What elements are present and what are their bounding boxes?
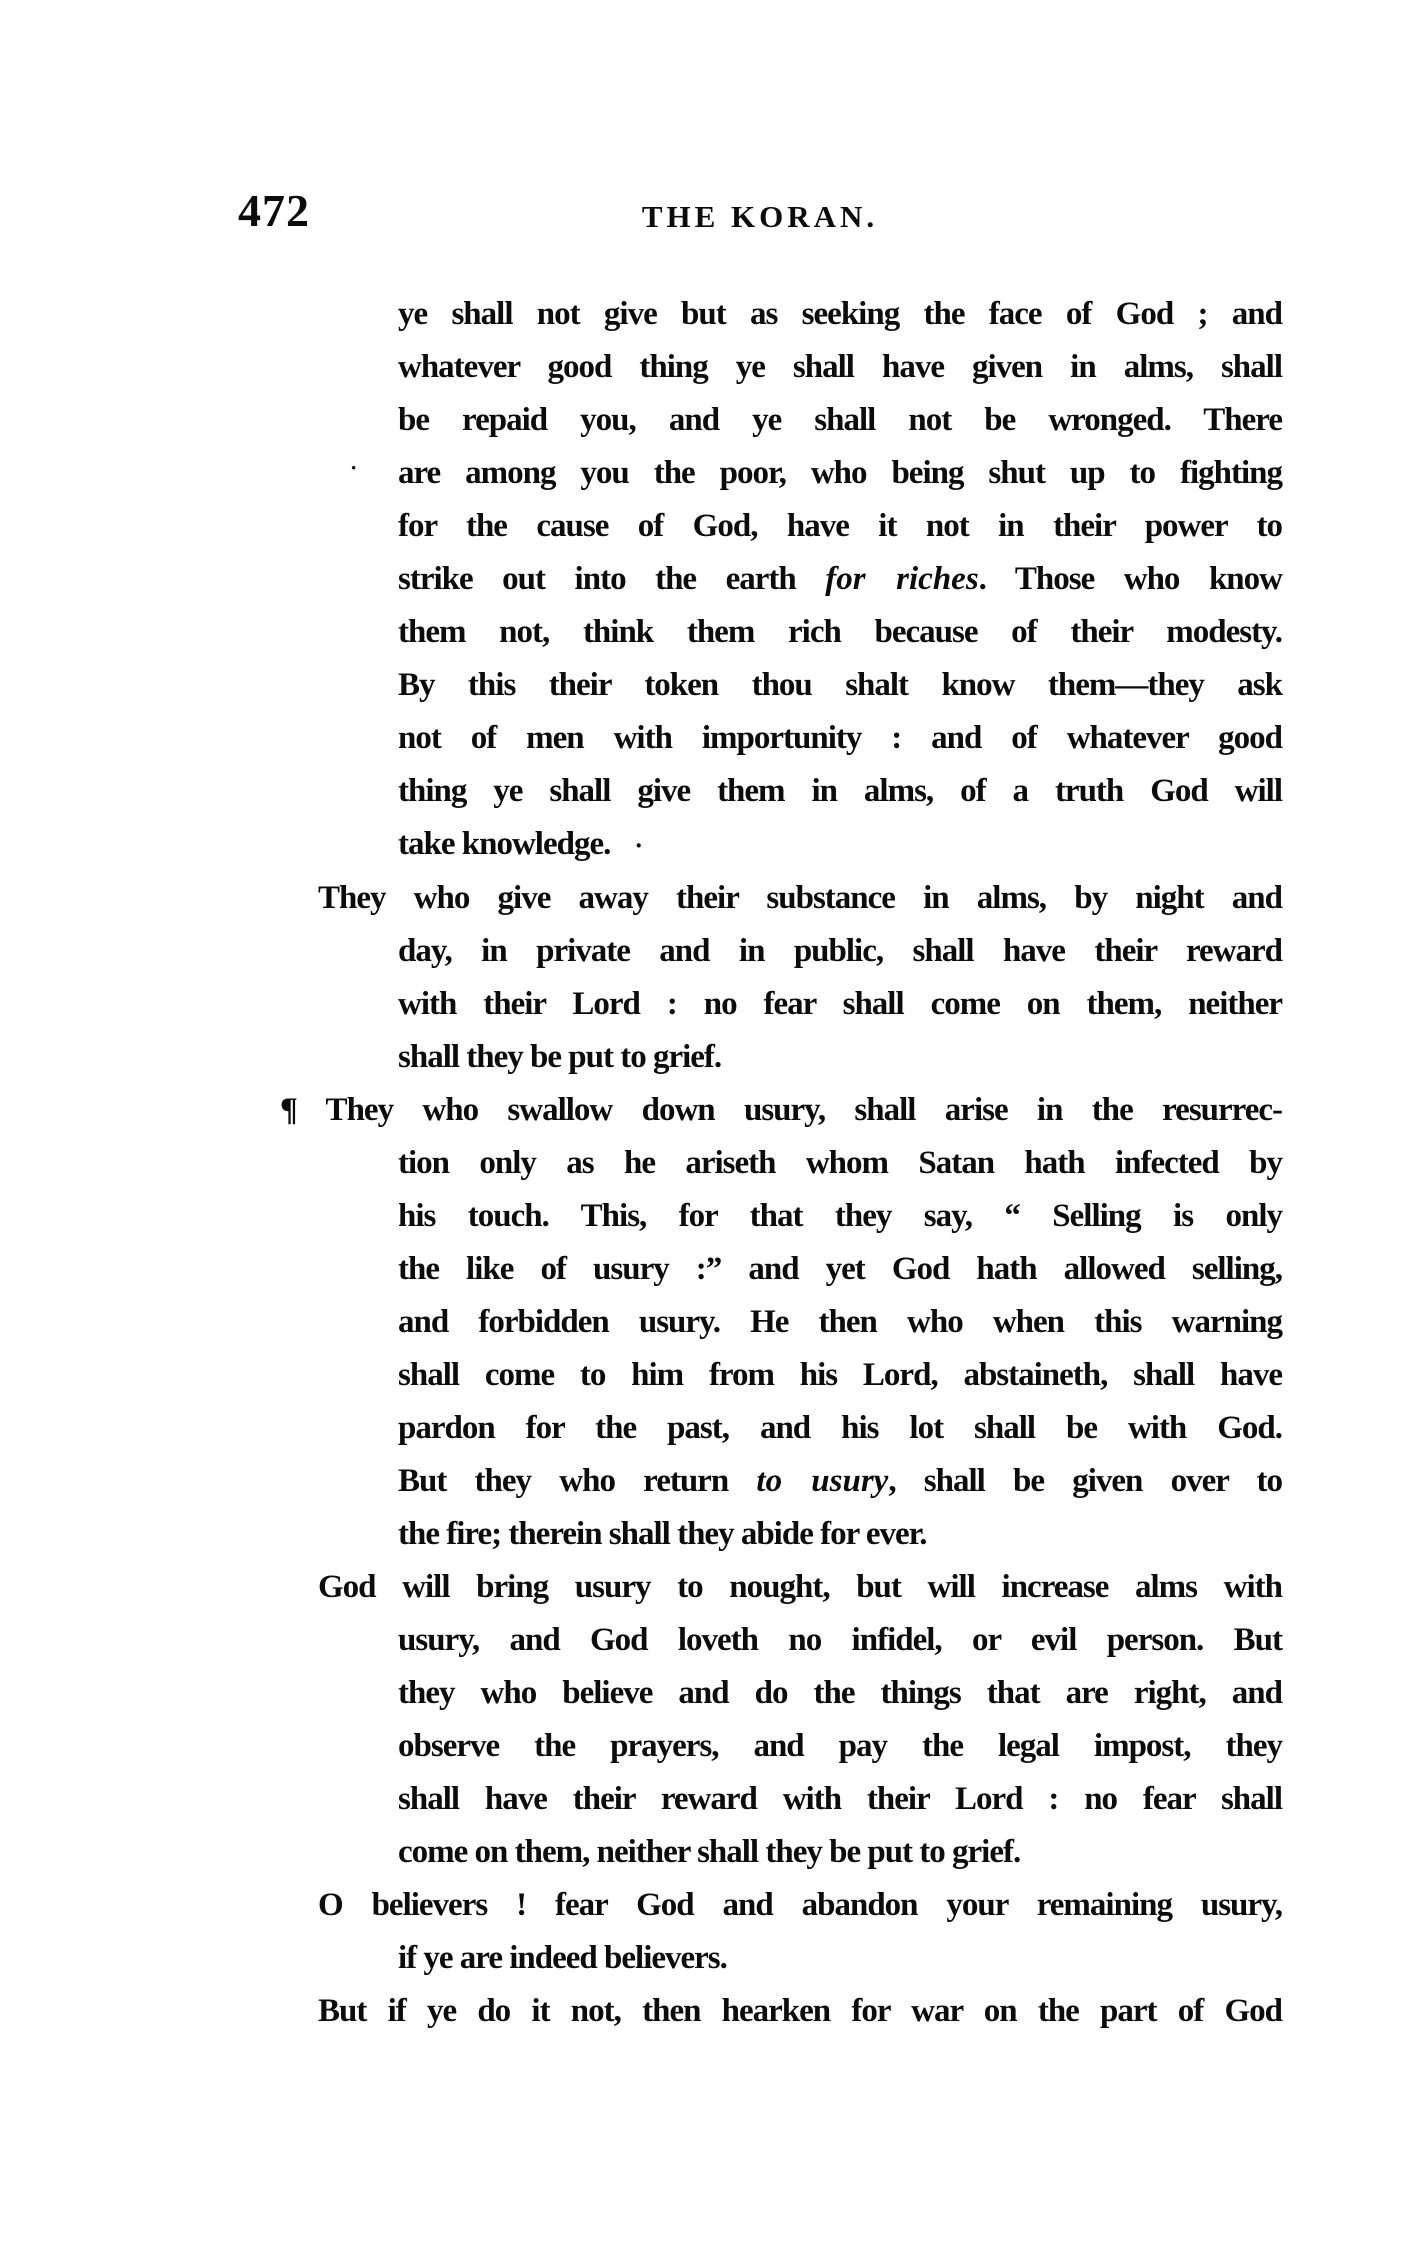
text-segment: pardon for the past, and his lot shall be with God. — [398, 1410, 1282, 1446]
text-segment: observe the prayers, and pay the legal impost, they — [398, 1728, 1282, 1764]
page-number: 472 — [238, 185, 310, 236]
text-segment: day, in private and in public, shall have their reward — [398, 933, 1282, 969]
text-segment: ¶ They who swallow down usury, shall arise in the resurrec- — [280, 1092, 1282, 1128]
paragraph — [318, 872, 1282, 1084]
text-segment: tion only as he ariseth whom Satan hath infected by — [398, 1145, 1282, 1181]
text-segment: shall have their reward with their Lord : no fear shall — [398, 1781, 1282, 1817]
text-segment: God will bring usury to nought, but will increase alms with — [318, 1569, 1282, 1605]
text-line — [398, 288, 1282, 341]
text-line — [398, 1508, 1282, 1561]
text-segment: shall they be put to grief. — [398, 1039, 722, 1075]
text-segment: O believers ! fear God and abandon your remaining usury, — [318, 1887, 1282, 1923]
text-segment: with their Lord : no fear shall come on them, neither — [398, 986, 1282, 1022]
text-line — [398, 1720, 1282, 1773]
text-segment: . Those who know — [978, 561, 1282, 597]
text-segment: come on them, neither shall they be put to grief. — [398, 1834, 1021, 1870]
text-segment: his touch. This, for that they say, “ Selling is only — [398, 1198, 1282, 1234]
text-line — [318, 1985, 1282, 2038]
text-segment: usury, and God loveth no infidel, or evil person. But — [398, 1622, 1282, 1658]
text-line — [398, 1773, 1282, 1826]
text-line — [398, 1243, 1282, 1296]
text-segment: shall come to him from his Lord, abstaineth, shall have — [398, 1357, 1282, 1393]
text-line — [398, 1137, 1282, 1190]
running-title: THE KORAN. — [641, 199, 879, 234]
paragraph — [318, 1561, 1282, 1879]
scan-artifact-mark: · — [350, 455, 357, 480]
text-line — [350, 447, 1282, 500]
italic-segment: for riches — [825, 561, 979, 597]
text-segment: are among you the poor, who being shut up to fighting — [398, 455, 1282, 491]
paragraph — [280, 1084, 1282, 1561]
text-line — [398, 712, 1282, 765]
paragraph — [318, 1985, 1282, 2038]
text-line — [398, 1402, 1282, 1455]
italic-segment: to usury — [756, 1463, 889, 1499]
text-line — [398, 1349, 1282, 1402]
text-line — [398, 925, 1282, 978]
text-segment: ye shall not give but as seeking the face of God ; and — [398, 296, 1282, 332]
text-segment: the like of usury :” and yet God hath allowed selling, — [398, 1251, 1282, 1287]
paragraph — [318, 1879, 1282, 1985]
text-segment: take knowledge. — [398, 826, 611, 862]
text-line — [398, 553, 1282, 606]
text-segment: But they who return — [398, 1463, 757, 1499]
text-line — [318, 872, 1282, 925]
text-line — [398, 1667, 1282, 1720]
text-line — [398, 765, 1282, 818]
text-line — [398, 341, 1282, 394]
text-segment: But if ye do it not, then hearken for war on the part of God — [318, 1993, 1282, 2029]
text-line — [398, 978, 1282, 1031]
text-line — [398, 818, 1282, 872]
text-segment: them not, think them rich because of their modesty. — [398, 614, 1282, 650]
text-segment: the fire; therein shall they abide for ever. — [398, 1516, 927, 1552]
text-segment: for the cause of God, have it not in their power to — [398, 508, 1282, 544]
text-segment: , shall be given over to — [888, 1463, 1282, 1499]
text-line — [398, 1826, 1282, 1879]
text-line — [398, 1614, 1282, 1667]
text-line — [398, 659, 1282, 712]
text-line — [318, 1561, 1282, 1614]
body-text — [280, 288, 1282, 2038]
text-line — [398, 500, 1282, 553]
text-segment: They who give away their substance in alms, by night and — [318, 880, 1282, 916]
text-segment: be repaid you, and ye shall not be wronged. There — [398, 402, 1282, 438]
text-segment: whatever good thing ye shall have given in alms, shall — [398, 349, 1282, 385]
paragraph — [350, 288, 1282, 872]
text-segment: not of men with importunity : and of whatever good — [398, 720, 1282, 756]
text-segment: By this their token thou shalt know them—they ask — [398, 667, 1282, 703]
text-segment: if ye are indeed believers. — [398, 1940, 727, 1976]
text-segment: and forbidden usury. He then who when this warning — [398, 1304, 1282, 1340]
text-line — [398, 1296, 1282, 1349]
scan-artifact-mark: · — [634, 831, 643, 860]
text-line — [398, 1031, 1282, 1084]
text-line — [280, 1084, 1282, 1137]
text-segment: strike out into the earth — [398, 561, 826, 597]
text-line — [398, 1932, 1282, 1985]
text-segment: they who believe and do the things that are right, and — [398, 1675, 1282, 1711]
text-line — [318, 1879, 1282, 1932]
text-line — [398, 606, 1282, 659]
text-line — [398, 1455, 1282, 1508]
text-line — [398, 394, 1282, 447]
text-segment: thing ye shall give them in alms, of a truth God will — [398, 773, 1282, 809]
text-line — [398, 1190, 1282, 1243]
